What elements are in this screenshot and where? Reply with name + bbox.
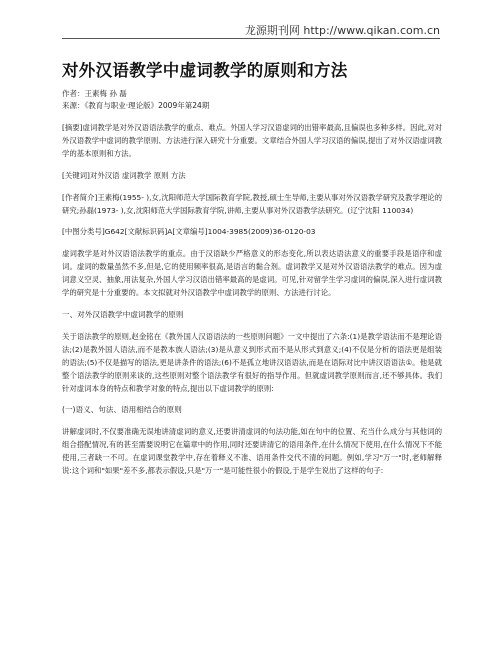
section-heading: 一、对外汉语教学中虚词教学的原则 — [62, 309, 184, 319]
subsection-paragraph: 讲解虚词时,不仅要准确无误地讲清虚词的意义,还要讲清虚词的句法功能,如在句中的位置、充当什么成分与其他词的组合搭配情况,有的甚至需要说明它在篇章中的作用,同时还要讲清它的语用条件,在什么情况下使用,在什么情况下不能使用,三者缺一不可。在虚词课堂教学中,存在着释义不准、语用条件交代不清的问题。例如,学习"万一"时,老师解释说:这个词和"如果"差不多,都表示假设,只是"万一"是可能性很小的假设,于是学生说出了这样的句子: — [62, 427, 442, 476]
article-body — [62, 88, 442, 478]
source-line: 来源：《教育与职业·理论版》2009年第24期 — [62, 101, 210, 110]
header-divider — [62, 38, 440, 39]
intro-paragraph: 虚词教学是对外汉语语法教学的重点。由于汉语缺少严格意义的形态变化,所以表达语法意义的重要手段是语序和虚词。虚词的数量虽然不多,但是,它的使用频率很高,是语言的黏合剂。虚词教学又是对外汉语语法教学的难点。因为虚词意义空灵、抽象,用法复杂,外国人学习汉语出错率最高的是虚词。可见,针对留学生学习虚词的偏误,深入进行虚词教学的研究是十分重要的。本文拟就对外汉语教学中虚词教学的原则、方法进行讨论。 — [62, 249, 442, 298]
subsection-heading: (一)语义、句法、语用相结合的原则 — [62, 405, 182, 415]
abstract: [摘要]虚词教学是对外汉语语法教学的重点、难点。外国人学习汉语虚词的出错率最高,且偏误也多种多样。因此,对对外汉语教学中虚词的教学原则、方法进行深入研究十分重要。文章结合外国人学习汉语的偏误,提出了对外汉语虚词教学的基本原则和方法。 — [62, 123, 442, 158]
author-line: 作者：王素梅 孙 磊 — [62, 89, 127, 98]
section-paragraph: 关于语法教学的原则,赵金铭在《教外国人汉语语法的一些原则问题》一文中提出了六条:(1)是教学语法而不是理论语法;(2)是教外国人语法,而不是教本族人语法;(3)是从意义到形式而不是从形式到意义;(4)不仅是分析的语法更是组装的语法;(5)不仅是描写的语法,更是讲条件的语法;(6)不是孤立地讲汉语语法,而是在语际对比中讲汉语语法①。他是就整个语法教学的原则来谈的,这些原则对整个语法教学有很好的指导作用。但就虚词教学原则而言,还不够具体。我们针对虚词本身的特点和教学对象的特点,提出以下虚词教学的原则: — [62, 331, 442, 393]
page-header-source: 龙源期刊网 http://www.qikan.com.cn — [244, 24, 440, 37]
classification-info: [中图分类号]G642[文献标识码]A[文章编号]1004-3985(2009)36-0120-03 — [62, 227, 316, 237]
article-title: 对外汉语教学中虚词教学的原则和方法 — [62, 61, 348, 80]
keywords: [关键词]对外汉语 虚词教学 原则 方法 — [62, 170, 186, 180]
author-bio: [作者简介]王素梅(1955- ),女,沈阳师范大学国际教育学院,教授,硕士生导师,主要从事对外汉语教学研究及教学理论的研究;孙磊(1973- ),女,沈阳师范大学国际教育学院,讲师,主要从事对外汉语教学法研究。(辽宁沈阳 110034) — [62, 192, 442, 215]
